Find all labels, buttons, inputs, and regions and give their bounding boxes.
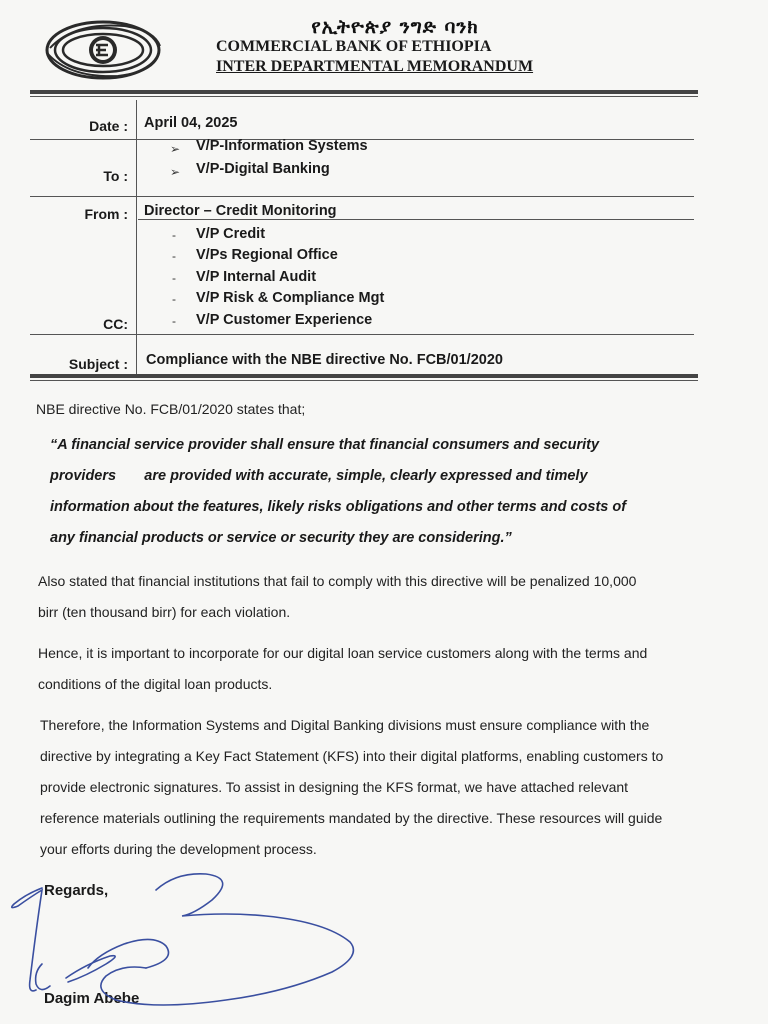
memo-table-divider	[136, 100, 137, 378]
memo-from: Director – Credit Monitoring	[144, 203, 337, 219]
cc-recipient: V/Ps Regional Office	[196, 247, 338, 263]
cc-label: CC:	[103, 316, 128, 332]
to-row-rule	[30, 196, 694, 197]
amharic-bank-name: የኢትዮጵያ ንግድ ባንክ	[311, 16, 479, 38]
quote-line: information about the features, likely risks obligations and other terms and costs of	[50, 499, 627, 515]
paragraph-line: provide electronic signatures. To assist in designing the KFS format, we have attached relevant	[40, 779, 629, 795]
memo-type-title: INTER DEPARTMENTAL MEMORANDUM	[216, 58, 534, 75]
penalty-paragraph	[38, 566, 758, 628]
regards-text: Regards,	[44, 882, 109, 899]
bank-logo	[44, 18, 162, 82]
from-row-rule	[138, 219, 694, 220]
quote-line: “A financial service provider shall ensure that financial consumers and security	[50, 437, 600, 453]
compliance-paragraph	[40, 710, 760, 865]
cc-recipient: V/P Internal Audit	[196, 269, 317, 285]
to-label: To :	[103, 168, 128, 184]
arrow-bullet-icon: ➢	[170, 142, 181, 156]
paragraph-line: birr (ten thousand birr) for each violation.	[38, 604, 291, 620]
signatory-name: Dagim Abebe	[44, 990, 140, 1007]
handwritten-signature	[6, 860, 366, 1020]
paragraph-line: your efforts during the development process.	[40, 841, 317, 857]
dash-bullet-icon: -	[172, 314, 176, 328]
dash-bullet-icon: -	[172, 271, 176, 285]
arrow-bullet-icon: ➢	[170, 165, 181, 179]
incorporation-paragraph	[38, 638, 758, 700]
header-top-rule	[30, 90, 698, 94]
quote-line: any financial products or service or security they are considering.”	[50, 530, 512, 546]
memo-date: April 04, 2025	[144, 115, 238, 131]
dash-bullet-icon: -	[172, 249, 176, 263]
from-label: From :	[84, 206, 128, 222]
cc-row-rule	[30, 334, 694, 335]
paragraph-line: Therefore, the Information Systems and Digital Banking divisions must ensure compliance with the	[40, 717, 650, 733]
dash-bullet-icon: -	[172, 292, 176, 306]
subject-label: Subject :	[68, 356, 128, 372]
bank-name: COMMERCIAL BANK OF ETHIOPIA	[216, 38, 492, 55]
quote-line: providers are provided with accurate, simple, clearly expressed and timely	[50, 468, 588, 484]
cc-recipient: V/P Credit	[196, 226, 266, 242]
date-label: Date :	[89, 118, 128, 134]
subject-bottom-rule-thin	[30, 380, 698, 381]
cc-recipient: V/P Customer Experience	[196, 312, 373, 328]
memo-subject: Compliance with the NBE directive No. FCB/01/2020	[146, 352, 503, 368]
subject-bottom-rule	[30, 374, 698, 378]
header-top-rule-thin	[30, 96, 698, 97]
paragraph-line: conditions of the digital loan products.	[38, 676, 273, 692]
dash-bullet-icon: -	[172, 228, 176, 242]
to-recipient: V/P-Digital Banking	[196, 161, 330, 177]
intro-line: NBE directive No. FCB/01/2020 states that;	[36, 401, 306, 417]
cc-recipient: V/P Risk & Compliance Mgt	[196, 290, 385, 306]
paragraph-line: Also stated that financial institutions that fail to comply with this directive will be penalized 10,000	[38, 573, 637, 589]
paragraph-line: directive by integrating a Key Fact Statement (KFS) into their digital platforms, enabling customers to	[40, 748, 664, 764]
to-recipient: V/P-Information Systems	[196, 138, 368, 154]
directive-quote	[50, 430, 740, 554]
paragraph-line: Hence, it is important to incorporate for our digital loan service customers along with the terms and	[38, 645, 648, 661]
paragraph-line: reference materials outlining the requirements mandated by the directive. These resources will guide	[40, 810, 663, 826]
